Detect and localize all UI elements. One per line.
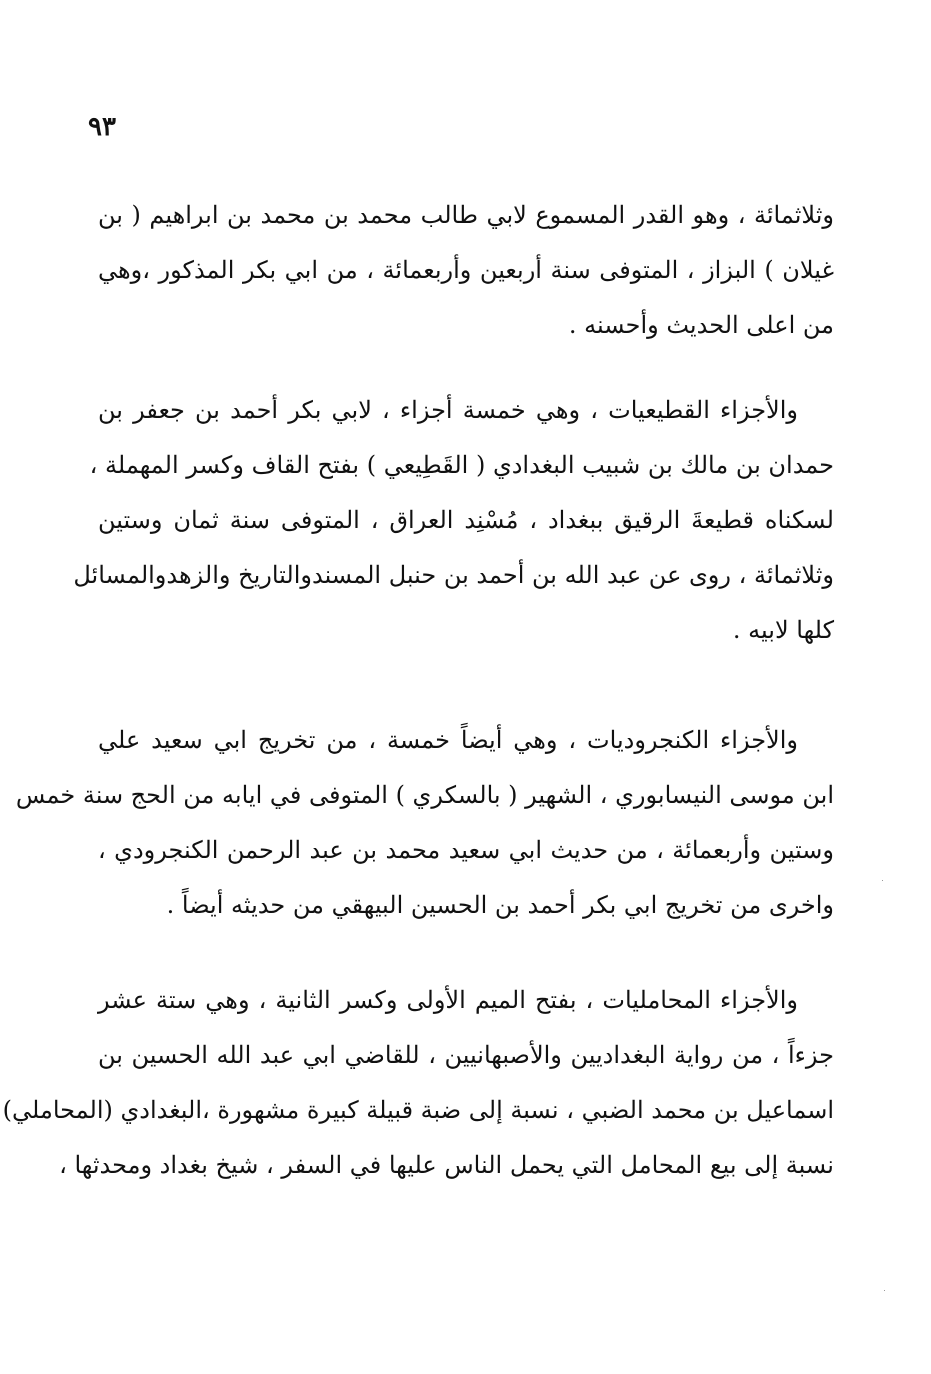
text-line: غيلان ) البزاز ، المتوفى سنة أربعين وأربعمائة ، من ابي بكر المذكور ،وهي: [98, 256, 834, 284]
paragraph-4: [2, 973, 834, 1193]
scan-speck: [882, 880, 883, 881]
text-line: كلها لابيه .: [732, 616, 834, 644]
text-line: وستين وأربعمائة ، من حديث ابي سعيد محمد بن عبد الرحمن الكنجرودي ،: [98, 836, 834, 864]
text-line: وثلاثمائة ، روى عن عبد الله بن أحمد بن حنبل المسندوالتاريخ والزهدوالمسائل: [73, 561, 834, 589]
paragraph-2: [73, 383, 834, 658]
text-line: واخرى من تخريج ابي بكر أحمد بن الحسين البيهقي من حديثه أيضاً .: [166, 891, 834, 919]
text-line: ابن موسى النيسابوري ، الشهير ( بالسكري ) المتوفى في ايابه من الحج سنة خمس: [15, 781, 834, 809]
text-line: والأجزاء القطيعيات ، وهي خمسة أجزاء ، لابي بكر أحمد بن جعفر بن: [98, 396, 798, 424]
text-line: نسبة إلى بيع المحامل التي يحمل الناس عليها في السفر ، شيخ بغداد ومحدثها ،: [59, 1151, 834, 1179]
page-number: ٩٣: [88, 112, 116, 142]
text-line: لسكناه قطيعةَ الرقيق ببغداد ، مُسْنِد العراق ، المتوفى سنة ثمان وستين: [98, 506, 834, 534]
text-line: اسماعيل بن محمد الضبي ، نسبة إلى ضبة قبيلة كبيرة مشهورة ،البغدادي (المحاملي): [2, 1096, 834, 1124]
paragraph-1: [98, 188, 834, 353]
paragraph-3: [15, 713, 834, 933]
text-line: حمدان بن مالك بن شبيب البغدادي ( القَطِيعي ) بفتح القاف وكسر المهملة ،: [89, 451, 834, 479]
text-line: وثلاثمائة ، وهو القدر المسموع لابي طالب محمد بن محمد بن ابراهيم ( بن: [98, 201, 834, 229]
text-line: والأجزاء المحامليات ، بفتح الميم الأولى وكسر الثانية ، وهي ستة عشر: [98, 986, 798, 1014]
text-line: من اعلى الحديث وأحسنه .: [568, 311, 834, 339]
scan-speck: [884, 1290, 885, 1291]
text-line: والأجزاء الكنجروديات ، وهي أيضاً خمسة ، من تخريج ابي سعيد علي: [98, 726, 799, 754]
text-line: جزءاً ، من رواية البغداديين والأصبهانيين ، للقاضي ابي عبد الله الحسين بن: [98, 1041, 834, 1069]
